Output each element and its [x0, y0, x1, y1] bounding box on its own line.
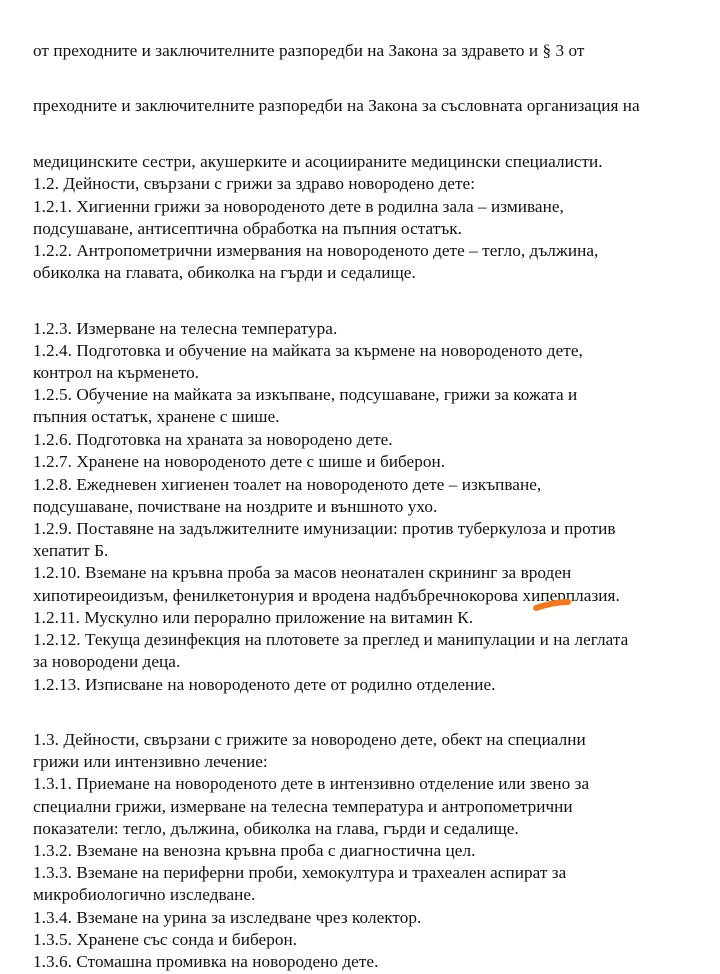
text-line: специални грижи, измерване на телесна температура и антропометрични: [33, 797, 573, 816]
text-line: контрол на кърменето.: [33, 363, 200, 382]
text-line: 1.2.5. Обучение на майката за изкъпване, подсушаване, грижи за кожата и: [33, 385, 578, 404]
text-line: 1.3.1. Приемане на новороденото дете в интензивно отделение или звено за: [33, 774, 590, 793]
text-line: от преходните и заключителните разпоредби на Закона за здравето и § 3 от: [33, 41, 585, 60]
text-line: пъпния остатък, хранене с шише.: [33, 407, 280, 426]
text-line: 1.3.2. Вземане на венозна кръвна проба с диагностична цел.: [33, 841, 476, 860]
text-line: 1.2.13. Изписване на новороденото дете от родилно отделение.: [33, 675, 496, 694]
text-line: медицинските сестри, акушерките и асоциираните медицински специалисти.: [33, 152, 603, 171]
text-line: 1.2.4. Подготовка и обучение на майката за кърмене на новороденото дете,: [33, 341, 583, 360]
text-line: хепатит Б.: [33, 541, 109, 560]
text-line: 1.3.3. Вземане на периферни проби, хемокултура и трахеален аспират за: [33, 863, 567, 882]
text-line: хипотиреоидизъм, фенилкетонурия и вродена надбъбречнокорова хиперплазия.: [33, 586, 620, 605]
text-line: подсушаване, антисептична обработка на пъпния остатък.: [33, 219, 463, 238]
text-line: 1.2.8. Ежедневен хигиенен тоалет на новороденото дете – изкъпване,: [33, 475, 542, 494]
text-line: 1.2.1. Хигиенни грижи за новороденото дете в родилна зала – измиване,: [33, 197, 564, 216]
text-line: 1.2.7. Хранене на новороденото дете с шише и биберон.: [33, 452, 446, 471]
text-line: 1.2.2. Антропометрични измервания на новороденото дете – тегло, дължина,: [33, 241, 599, 260]
text-line: 1.2.9. Поставяне на задължителните имунизации: против туберкулоза и против: [33, 519, 616, 538]
section-heading: 1.3. Дейности, свързани с грижите за новородено дете, обект на специални: [33, 730, 586, 749]
text-line: 1.2.3. Измерване на телесна температура.: [33, 319, 338, 338]
text-line: 1.2.6. Подготовка на храната за новородено дете.: [33, 430, 393, 449]
section-heading: 1.2. Дейности, свързани с грижи за здраво новородено дете:: [33, 174, 476, 193]
text-line: 1.2.11. Мускулно или перорално приложение на витамин К.: [33, 608, 474, 627]
text-line: 1.2.10. Вземане на кръвна проба за масов неонатален скрининг за вроден: [33, 563, 572, 582]
text-line: обиколка на главата, обиколка на гърди и седалище.: [33, 263, 416, 282]
text-line: преходните и заключителните разпоредби на Закона за съсловната организация на: [33, 96, 640, 115]
text-line: 1.3.4. Вземане на урина за изследване чрез колектор.: [33, 908, 422, 927]
text-line: 1.2.12. Текуща дезинфекция на плотовете за преглед и манипулации и на леглата: [33, 630, 629, 649]
text-line: 1.3.5. Хранене със сонда и биберон.: [33, 930, 298, 949]
text-line: микробиологично изследване.: [33, 885, 256, 904]
text-line: 1.3.6. Стомашна промивка на новородено дете.: [33, 952, 379, 971]
text-line: показатели: тегло, дължина, обиколка на глава, гърди и седалище.: [33, 819, 519, 838]
text-line: подсушаване, почистване на ноздрите и външното ухо.: [33, 497, 438, 516]
text-line: грижи или интензивно лечение:: [33, 752, 268, 771]
text-line: за новородени деца.: [33, 652, 181, 671]
